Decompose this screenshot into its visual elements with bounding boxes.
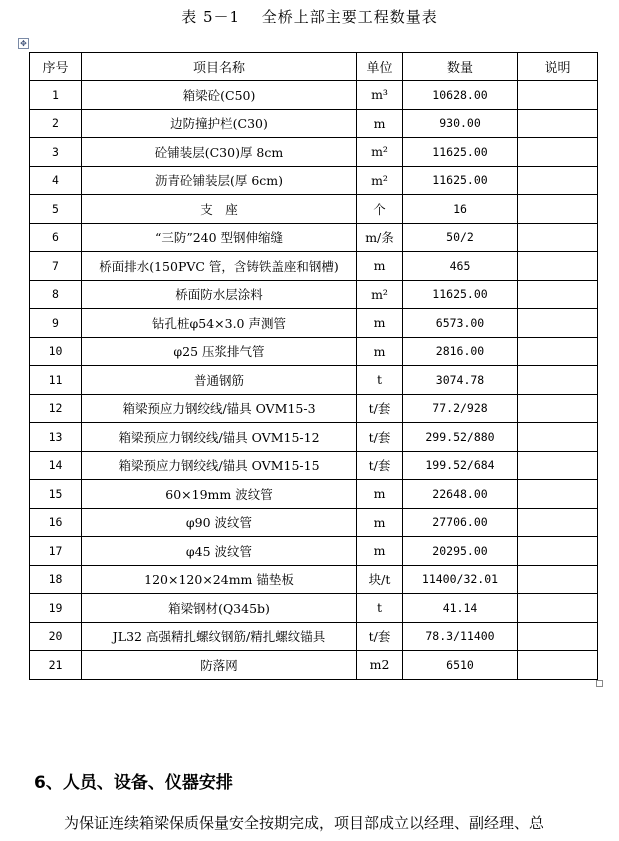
cell-quantity: 3074.78 <box>403 366 518 395</box>
cell-unit: m² <box>357 166 403 195</box>
section-heading: 6、人员、设备、仪器安排 <box>34 773 233 793</box>
table-row <box>30 195 598 224</box>
table-row <box>30 565 598 594</box>
quantity-table <box>29 52 598 680</box>
cell-quantity: 930.00 <box>403 109 518 138</box>
cell-name: 箱梁预应力钢绞线/锚具 OVM15-3 <box>82 394 357 423</box>
table-header-row <box>30 53 598 81</box>
cell-quantity: 465 <box>403 252 518 281</box>
cell-quantity: 11625.00 <box>403 280 518 309</box>
table-title: 表 5－1 全桥上部主要工程数量表 <box>181 8 438 26</box>
cell-no: 19 <box>30 594 82 623</box>
cell-name: φ45 波纹管 <box>82 537 357 566</box>
cell-unit: m <box>357 480 403 509</box>
table-row <box>30 138 598 167</box>
cell-note <box>518 195 598 224</box>
cell-name: 边防撞护栏(C30) <box>82 109 357 138</box>
cell-note <box>518 565 598 594</box>
cell-name: 60×19mm 波纹管 <box>82 480 357 509</box>
cell-quantity: 16 <box>403 195 518 224</box>
table-row <box>30 423 598 452</box>
cell-note <box>518 508 598 537</box>
table-row <box>30 394 598 423</box>
cell-no: 1 <box>30 81 82 110</box>
cell-no: 18 <box>30 565 82 594</box>
cell-no: 3 <box>30 138 82 167</box>
cell-note <box>518 366 598 395</box>
cell-unit: m <box>357 252 403 281</box>
table-row <box>30 309 598 338</box>
cell-name: 支 座 <box>82 195 357 224</box>
cell-no: 20 <box>30 622 82 651</box>
cell-note <box>518 480 598 509</box>
header-no: 序号 <box>30 53 82 81</box>
cell-name: 沥青砼铺装层(厚 6cm) <box>82 166 357 195</box>
cell-quantity: 11400/32.01 <box>403 565 518 594</box>
cell-quantity: 41.14 <box>403 594 518 623</box>
cell-quantity: 6573.00 <box>403 309 518 338</box>
table-row <box>30 508 598 537</box>
table-move-handle-icon[interactable]: ✥ <box>18 38 29 49</box>
cell-quantity: 20295.00 <box>403 537 518 566</box>
cell-name: 桥面防水层涂料 <box>82 280 357 309</box>
cell-note <box>518 451 598 480</box>
cell-no: 6 <box>30 223 82 252</box>
cell-note <box>518 337 598 366</box>
cell-name: 120×120×24mm 锚垫板 <box>82 565 357 594</box>
table-row <box>30 280 598 309</box>
cell-note <box>518 394 598 423</box>
cell-name: 砼铺装层(C30)厚 8cm <box>82 138 357 167</box>
table-row <box>30 537 598 566</box>
cell-note <box>518 252 598 281</box>
cell-unit: t/套 <box>357 451 403 480</box>
cell-quantity: 11625.00 <box>403 138 518 167</box>
header-unit: 单位 <box>357 53 403 81</box>
cell-unit: 个 <box>357 195 403 224</box>
table-row <box>30 252 598 281</box>
cell-no: 11 <box>30 366 82 395</box>
table-resize-handle[interactable] <box>596 680 603 687</box>
cell-quantity: 6510 <box>403 651 518 680</box>
cell-unit: m <box>357 109 403 138</box>
table-row <box>30 651 598 680</box>
cell-no: 21 <box>30 651 82 680</box>
cell-name: φ25 压浆排气管 <box>82 337 357 366</box>
cell-unit: 块/t <box>357 565 403 594</box>
cell-note <box>518 651 598 680</box>
cell-no: 8 <box>30 280 82 309</box>
cell-no: 10 <box>30 337 82 366</box>
table-row <box>30 451 598 480</box>
cell-name: 钻孔桩φ54×3.0 声测管 <box>82 309 357 338</box>
cell-no: 13 <box>30 423 82 452</box>
header-name: 项目名称 <box>82 53 357 81</box>
cell-no: 4 <box>30 166 82 195</box>
cell-note <box>518 594 598 623</box>
cell-note <box>518 622 598 651</box>
cell-name: 桥面排水(150PVC 管，含铸铁盖座和钢槽) <box>82 252 357 281</box>
cell-quantity: 50/2 <box>403 223 518 252</box>
cell-name: 箱梁预应力钢绞线/锚具 OVM15-12 <box>82 423 357 452</box>
cell-note <box>518 81 598 110</box>
cell-name: φ90 波纹管 <box>82 508 357 537</box>
cell-no: 9 <box>30 309 82 338</box>
cell-unit: m/条 <box>357 223 403 252</box>
cell-unit: m <box>357 508 403 537</box>
cell-quantity: 22648.00 <box>403 480 518 509</box>
cell-unit: m² <box>357 138 403 167</box>
cell-note <box>518 166 598 195</box>
cell-unit: m2 <box>357 651 403 680</box>
cell-note <box>518 138 598 167</box>
table-row <box>30 366 598 395</box>
cell-no: 17 <box>30 537 82 566</box>
cell-name: JL32 高强精扎螺纹钢筋/精扎螺纹锚具 <box>82 622 357 651</box>
cell-quantity: 299.52/880 <box>403 423 518 452</box>
cell-quantity: 2816.00 <box>403 337 518 366</box>
cell-no: 2 <box>30 109 82 138</box>
cell-no: 16 <box>30 508 82 537</box>
cell-note <box>518 537 598 566</box>
cell-unit: t/套 <box>357 394 403 423</box>
header-note: 说明 <box>518 53 598 81</box>
table-row <box>30 223 598 252</box>
cell-no: 15 <box>30 480 82 509</box>
cell-no: 5 <box>30 195 82 224</box>
cell-unit: t <box>357 594 403 623</box>
table-row <box>30 622 598 651</box>
table-row <box>30 81 598 110</box>
cell-no: 7 <box>30 252 82 281</box>
table-row <box>30 594 598 623</box>
cell-no: 14 <box>30 451 82 480</box>
cell-name: 普通钢筋 <box>82 366 357 395</box>
table-row <box>30 166 598 195</box>
cell-name: 箱梁砼(C50) <box>82 81 357 110</box>
cell-note <box>518 309 598 338</box>
cell-quantity: 199.52/684 <box>403 451 518 480</box>
cell-no: 12 <box>30 394 82 423</box>
table-row <box>30 109 598 138</box>
cell-note <box>518 109 598 138</box>
cell-quantity: 10628.00 <box>403 81 518 110</box>
table-row <box>30 480 598 509</box>
cell-unit: m <box>357 309 403 338</box>
table-row <box>30 337 598 366</box>
cell-name: 防落网 <box>82 651 357 680</box>
cell-unit: m³ <box>357 81 403 110</box>
body-paragraph: 为保证连续箱梁保质保量安全按期完成，项目部成立以经理、副经理、总 <box>64 814 545 832</box>
header-quantity: 数量 <box>403 53 518 81</box>
cell-unit: m <box>357 337 403 366</box>
cell-unit: t/套 <box>357 622 403 651</box>
cell-note <box>518 280 598 309</box>
cell-quantity: 11625.00 <box>403 166 518 195</box>
cell-name: 箱梁预应力钢绞线/锚具 OVM15-15 <box>82 451 357 480</box>
cell-unit: t <box>357 366 403 395</box>
cell-quantity: 78.3/11400 <box>403 622 518 651</box>
cell-note <box>518 223 598 252</box>
cell-note <box>518 423 598 452</box>
cell-unit: t/套 <box>357 423 403 452</box>
cell-name: “三防”240 型钢伸缩缝 <box>82 223 357 252</box>
cell-unit: m <box>357 537 403 566</box>
cell-quantity: 77.2/928 <box>403 394 518 423</box>
cell-quantity: 27706.00 <box>403 508 518 537</box>
cell-unit: m² <box>357 280 403 309</box>
cell-name: 箱梁钢材(Q345b) <box>82 594 357 623</box>
